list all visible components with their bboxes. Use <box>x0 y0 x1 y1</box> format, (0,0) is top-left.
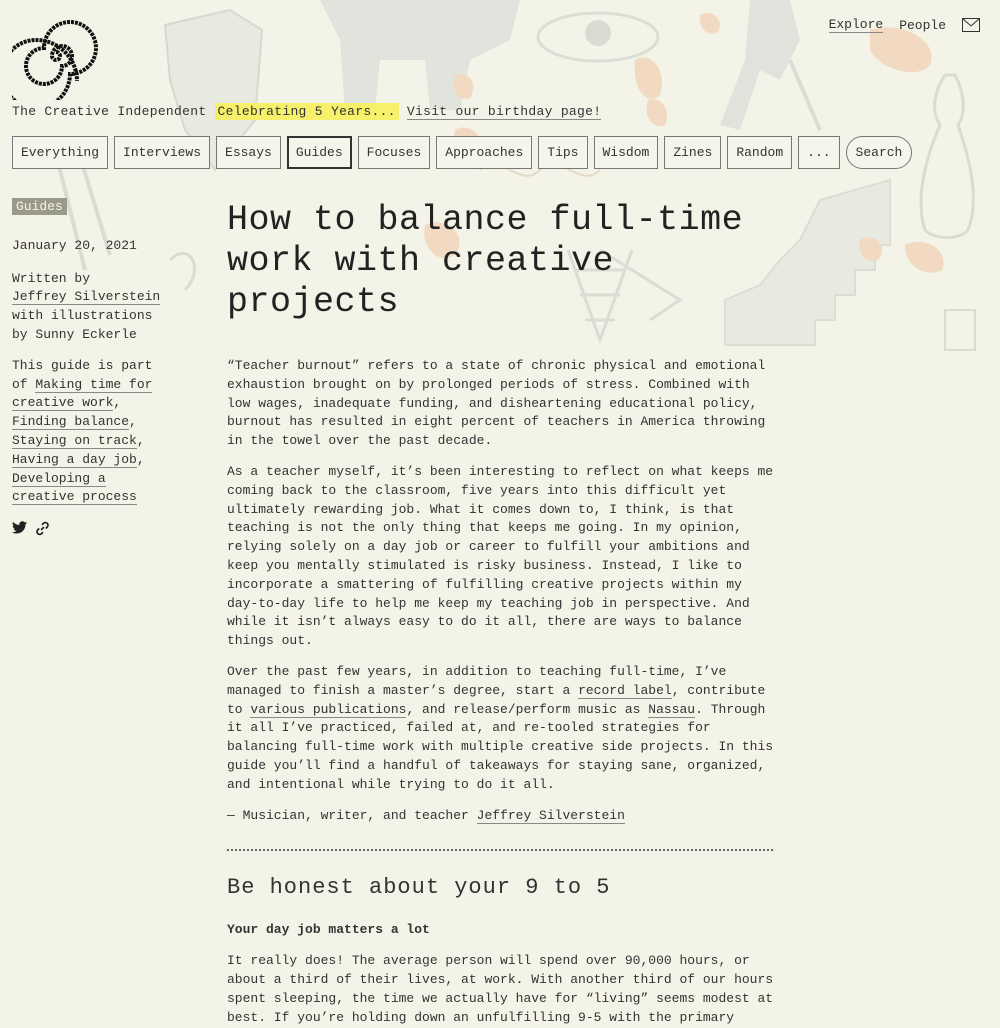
subheading: Your day job matters a lot <box>227 922 430 938</box>
category-zines-button[interactable]: Zines <box>664 136 721 169</box>
top-nav <box>829 17 980 33</box>
category-interviews-button[interactable]: Interviews <box>114 136 210 169</box>
collection-link[interactable]: Staying on track <box>12 432 137 448</box>
search-button[interactable]: Search <box>846 136 913 169</box>
birthday-page-link[interactable]: Visit our birthday page! <box>406 104 602 119</box>
explore-link[interactable]: Explore <box>828 17 884 32</box>
record-label-link[interactable]: record label <box>578 682 672 698</box>
site-name: The Creative Independent <box>12 104 207 119</box>
publish-date: January 20, 2021 <box>12 237 137 253</box>
paragraph-text: , contribute to <box>227 682 766 717</box>
written-by-label: Written by <box>12 270 91 286</box>
paragraph-text: Over the past few years, in addition to teaching full-time, I’ve managed to finish a master’s degree, start a <box>227 663 727 698</box>
byline-author-link[interactable]: Jeffrey Silverstein <box>476 807 625 823</box>
collections-list: This guide is part of Making time for creative work, Finding balance, Staying on track, Having a day job, Developing a creative process <box>12 357 153 505</box>
paragraph-text: . Through it all I’ve practiced, failed at, and re-tooled strategies for balancing full-time work with multiple creative side projects. In this guide you’ll find a handful of takeaways for staying sane, organized, and intentional while trying to do it all. <box>227 701 774 792</box>
tagline <box>12 104 601 119</box>
section-heading: Be honest about your 9 to 5 <box>227 875 611 901</box>
more-categories-button[interactable]: ... <box>798 136 839 169</box>
section-divider <box>227 849 773 851</box>
publications-link[interactable]: various publications <box>250 701 407 717</box>
with-illustrations-label: with illustrations <box>12 308 153 324</box>
category-essays-button[interactable]: Essays <box>216 136 281 169</box>
nassau-link[interactable]: Nassau <box>648 701 696 717</box>
author-link[interactable]: Jeffrey Silverstein <box>12 289 161 305</box>
article-sidebar <box>12 198 162 536</box>
category-approaches-button[interactable]: Approaches <box>436 136 532 169</box>
body-paragraph: As a teacher myself, it’s been interesting to reflect on what keeps me coming back to the classroom, five years into this difficult yet ultimately rewarding job. What it comes down to, I think, is that teaching is not the only thing that keeps me going. In my opinion, relying solely on a day job or career to fulfill your ambitions and keep you mentally stimulated is risky business. Instead, I like to incorporate a smattering of fulfilling creative projects within my day-to-day life to help me keep my teaching job in perspective. And while it isn’t always easy to do it all, there are ways to balance things out. <box>227 463 774 649</box>
collection-link[interactable]: Having a day job <box>12 451 137 467</box>
mail-icon[interactable] <box>962 18 980 32</box>
category-wisdom-button[interactable]: Wisdom <box>594 136 659 169</box>
credits <box>12 270 162 345</box>
share-links <box>12 521 162 536</box>
category-tips-button[interactable]: Tips <box>538 136 587 169</box>
body-paragraph: It really does! The average person will spend over 90,000 hours, or about a third of their lives, at work. With another third of our hours spent sleeping, the time we actually have for “living” seems modest at best. If you’re holding down an unfulfilling 9-5 with the primary <box>227 953 774 1025</box>
category-random-button[interactable]: Random <box>727 136 792 169</box>
illustrator-credit: by Sunny Eckerle <box>12 326 137 342</box>
category-focuses-button[interactable]: Focuses <box>358 136 431 169</box>
category-badge[interactable]: Guides <box>12 198 67 215</box>
category-nav <box>12 136 912 169</box>
link-icon[interactable] <box>35 521 50 536</box>
body-paragraph <box>227 663 775 795</box>
collection-link[interactable]: Developing a creative process <box>12 470 137 505</box>
collection-link[interactable]: Making time for creative work <box>12 376 153 411</box>
category-everything-button[interactable]: Everything <box>12 136 108 169</box>
byline-prefix: — Musician, writer, and teacher <box>227 807 477 823</box>
category-guides-button[interactable]: Guides <box>287 136 352 169</box>
twitter-icon[interactable] <box>12 521 27 534</box>
logo-spiral-icon[interactable] <box>12 12 100 100</box>
collection-link[interactable]: Finding balance <box>12 414 130 430</box>
paragraph-text: , and release/perform music as <box>406 701 649 717</box>
article-body <box>227 200 775 1028</box>
celebration-highlight: Celebrating 5 Years... <box>215 103 399 120</box>
article-title: How to balance full-time work with creative projects <box>227 200 744 322</box>
part-of-label: This guide is part of <box>12 357 153 392</box>
intro-paragraph: “Teacher burnout” refers to a state of chronic physical and emotional exhaustion brought on by prolonged periods of stress. Combined with low wages, inadequate funding, and disheartening educational policy, burnout has resulted in eight percent of teachers in America throwing in the towel over the past decade. <box>227 358 766 449</box>
people-link[interactable]: People <box>899 17 946 33</box>
byline <box>227 807 775 826</box>
